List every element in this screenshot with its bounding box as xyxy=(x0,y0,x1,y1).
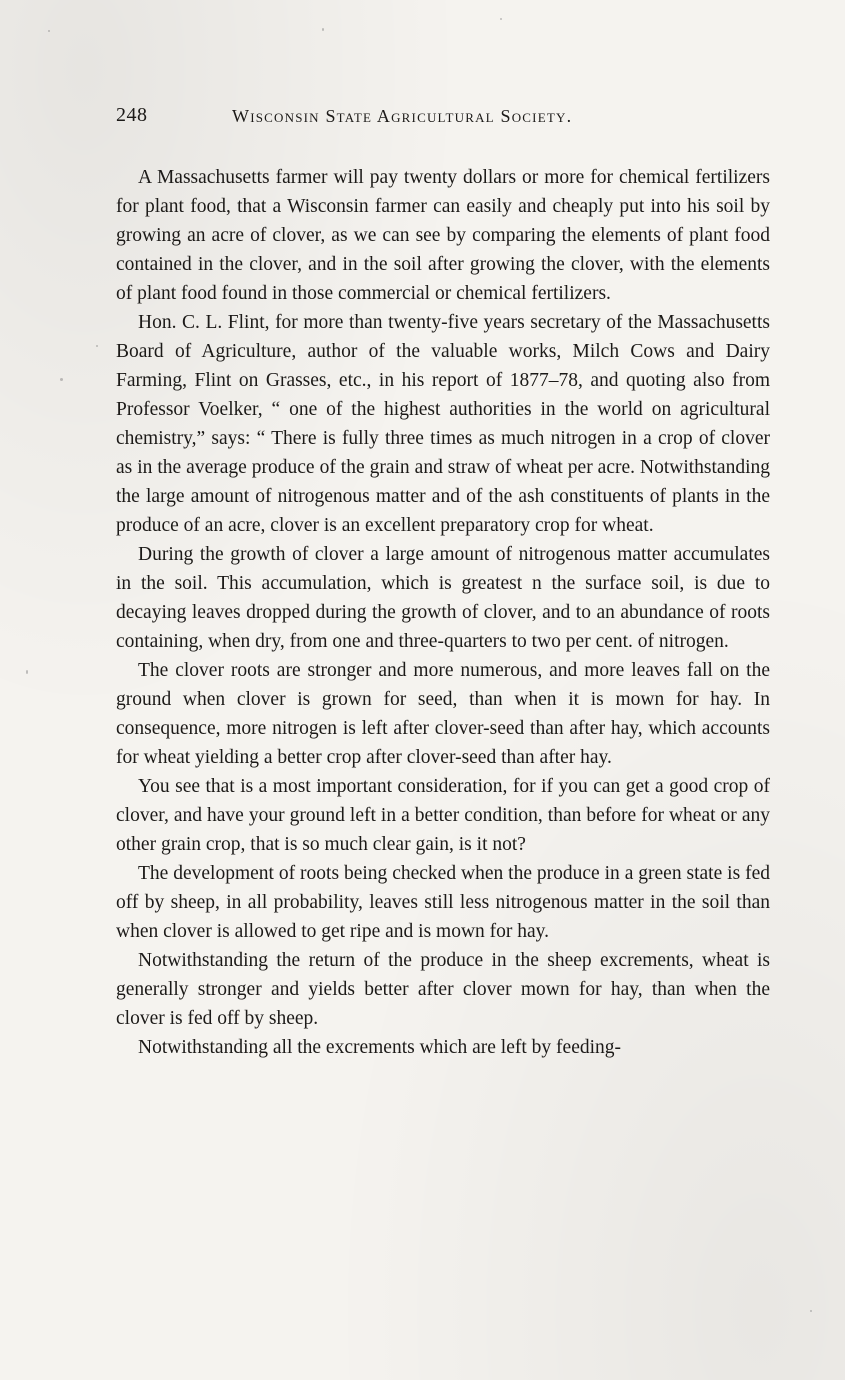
scan-speck xyxy=(96,345,98,347)
scan-speck xyxy=(60,378,63,381)
scan-speck xyxy=(26,670,28,674)
paragraph: You see that is a most important consideration, for if you can get a good crop of clover, and have your ground left in a better condition, than before for wheat or any other grain crop, that is so much clear gain, is it not? xyxy=(116,776,770,855)
body-text xyxy=(116,163,770,1062)
scan-speck xyxy=(500,18,502,20)
paragraph: A Massachusetts farmer will pay twenty dollars or more for chemical fertilizers for plant food, that a Wisconsin farmer can easily and cheaply put into his soil by growing an acre of clover, as we can see by comparing the elements of plant food contained in the clover, and in the soil after growing the clover, with the elements of plant food found in those commercial or chemical fertilizers. xyxy=(116,167,770,304)
paragraph: The clover roots are stronger and more numerous, and more leaves fall on the ground when clover is grown for seed, than when it is mown for hay. In consequence, more nitrogen is left after clover-seed than after hay, which accounts for wheat yielding a better crop after clover-seed than after hay. xyxy=(116,660,770,768)
paragraph: Notwithstanding all the excrements which are left by feeding- xyxy=(138,1037,622,1058)
scan-speck xyxy=(810,1310,812,1312)
paragraph: Hon. C. L. Flint, for more than twenty-five years secretary of the Massachusetts Board of Agriculture, author of the valuable works, Milch Cows and Dairy Farming, Flint on Grasses, etc., in his report of 1877–78, and quoting also from Professor Voelker, “ one of the highest authorities in the world on agricultural chemistry,” says: “ There is fully three times as much nitrogen in a crop of clover as in the average produce of the grain and straw of wheat per acre. Notwithstanding the large amount of nitrogenous matter and of the ash constituents of plants in the produce of an acre, clover is an excellent preparatory crop for wheat. xyxy=(116,312,770,536)
running-head: Wisconsin State Agricultural Society. xyxy=(232,106,573,126)
scan-speck xyxy=(322,28,324,31)
page-number: 248 xyxy=(116,104,148,126)
paragraph: Notwithstanding the return of the produce in the sheep excrements, wheat is generally stronger and yields better after clover mown for hay, than when the clover is fed off by sheep. xyxy=(116,950,770,1029)
paragraph: During the growth of clover a large amount of nitrogenous matter accumulates in the soil. This accumulation, which is greatest n the surface soil, is due to decaying leaves dropped during the growth of clover, and to an abundance of roots containing, when dry, from one and three-quarters to two per cent. of nitrogen. xyxy=(116,544,770,652)
page-header xyxy=(116,104,676,134)
scan-speck xyxy=(48,30,50,32)
paragraph: The development of roots being checked when the produce in a green state is fed off by sheep, in all probability, leaves still less nitrogenous matter in the soil than when clover is allowed to get ripe and is mown for hay. xyxy=(116,863,770,942)
